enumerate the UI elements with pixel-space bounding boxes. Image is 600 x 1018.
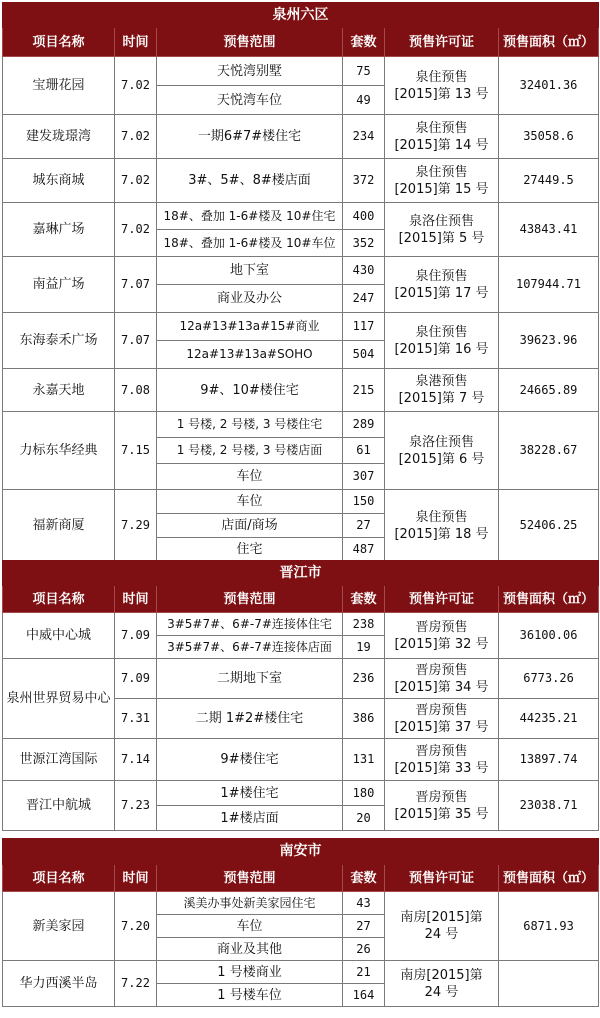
permit-number: 泉住预售 [2015]第 14 号 bbox=[385, 115, 499, 159]
presale-range: 12a#13#13a#15#商业 bbox=[157, 313, 343, 341]
col-header-date: 时间 bbox=[115, 865, 157, 892]
col-header-name: 项目名称 bbox=[3, 28, 115, 57]
unit-count: 21 bbox=[343, 961, 385, 984]
unit-count: 238 bbox=[343, 613, 385, 636]
presale-date: 7.23 bbox=[115, 781, 157, 831]
presale-area: 24665.89 bbox=[499, 369, 599, 412]
unit-count: 352 bbox=[343, 230, 385, 257]
permit-number: 晋房预售 [2015]第 32 号 bbox=[385, 613, 499, 659]
permit-number: 晋房预售 [2015]第 33 号 bbox=[385, 739, 499, 781]
unit-count: 504 bbox=[343, 341, 385, 369]
presale-area: 44235.21 bbox=[499, 699, 599, 739]
presale-range: 12a#13#13a#SOHO bbox=[157, 341, 343, 369]
presale-range: 地下室 bbox=[157, 257, 343, 285]
unit-count: 236 bbox=[343, 659, 385, 699]
presale-range: 18#、叠加 1-6#楼及 10#住宅 bbox=[157, 203, 343, 230]
presale-area: 39623.96 bbox=[499, 313, 599, 369]
nanan-table bbox=[2, 838, 599, 1007]
presale-area: 6871.93 bbox=[499, 892, 599, 961]
presale-range: 住宅 bbox=[157, 538, 343, 562]
project-name: 晋江中航城 bbox=[3, 781, 115, 831]
unit-count: 27 bbox=[343, 915, 385, 938]
presale-range: 商业及办公 bbox=[157, 285, 343, 313]
presale-range: 9#、10#楼住宅 bbox=[157, 369, 343, 412]
presale-range: 二期地下室 bbox=[157, 659, 343, 699]
project-name: 建发珑璟湾 bbox=[3, 115, 115, 159]
presale-range: 1 号楼, 2 号楼, 3 号楼住宅 bbox=[157, 412, 343, 438]
presale-range: 1#楼住宅 bbox=[157, 781, 343, 806]
presale-date: 7.20 bbox=[115, 892, 157, 961]
col-header-name: 项目名称 bbox=[3, 865, 115, 892]
permit-number: 晋房预售 [2015]第 35 号 bbox=[385, 781, 499, 831]
col-header-permit: 预售许可证 bbox=[385, 586, 499, 613]
unit-count: 19 bbox=[343, 636, 385, 659]
presale-date: 7.07 bbox=[115, 313, 157, 369]
permit-number: 泉住预售 [2015]第 16 号 bbox=[385, 313, 499, 369]
unit-count: 487 bbox=[343, 538, 385, 562]
presale-date: 7.02 bbox=[115, 57, 157, 115]
quanzhou-table bbox=[2, 2, 599, 562]
presale-area: 35058.6 bbox=[499, 115, 599, 159]
unit-count: 247 bbox=[343, 285, 385, 313]
presale-range: 商业及其他 bbox=[157, 938, 343, 961]
presale-area: 27449.5 bbox=[499, 159, 599, 203]
permit-number: 泉住预售 [2015]第 17 号 bbox=[385, 257, 499, 313]
unit-count: 180 bbox=[343, 781, 385, 806]
presale-date: 7.14 bbox=[115, 739, 157, 781]
unit-count: 372 bbox=[343, 159, 385, 203]
presale-range: 1 号楼, 2 号楼, 3 号楼店面 bbox=[157, 438, 343, 464]
jinjiang-table bbox=[2, 560, 599, 831]
unit-count: 307 bbox=[343, 464, 385, 490]
project-name: 中威中心城 bbox=[3, 613, 115, 659]
presale-date: 7.29 bbox=[115, 490, 157, 562]
presale-date: 7.08 bbox=[115, 369, 157, 412]
presale-date: 7.15 bbox=[115, 412, 157, 490]
presale-range: 3#5#7#、6#-7#连接体店面 bbox=[157, 636, 343, 659]
presale-date: 7.22 bbox=[115, 961, 157, 1007]
col-header-units: 套数 bbox=[343, 586, 385, 613]
presale-range: 天悦湾别墅 bbox=[157, 57, 343, 86]
permit-number: 泉港预售 [2015]第 7 号 bbox=[385, 369, 499, 412]
presale-range: 3#、5#、8#楼店面 bbox=[157, 159, 343, 203]
presale-range: 1 号楼车位 bbox=[157, 984, 343, 1007]
presale-area: 107944.71 bbox=[499, 257, 599, 313]
presale-date: 7.09 bbox=[115, 659, 157, 699]
col-header-area: 预售面积（㎡） bbox=[499, 586, 599, 613]
presale-date: 7.07 bbox=[115, 257, 157, 313]
project-name: 城东商城 bbox=[3, 159, 115, 203]
unit-count: 75 bbox=[343, 57, 385, 86]
presale-area: 23038.71 bbox=[499, 781, 599, 831]
presale-range: 车位 bbox=[157, 915, 343, 938]
unit-count: 61 bbox=[343, 438, 385, 464]
project-name: 力标东华经典 bbox=[3, 412, 115, 490]
presale-range: 1#楼店面 bbox=[157, 806, 343, 831]
project-name: 南益广场 bbox=[3, 257, 115, 313]
presale-date: 7.02 bbox=[115, 203, 157, 257]
permit-number: 晋房预售 [2015]第 37 号 bbox=[385, 699, 499, 739]
col-header-units: 套数 bbox=[343, 865, 385, 892]
permit-number: 泉洛住预售 [2015]第 5 号 bbox=[385, 203, 499, 257]
presale-range: 溪美办事处新美家园住宅 bbox=[157, 892, 343, 915]
col-header-range: 预售范围 bbox=[157, 28, 343, 57]
col-header-permit: 预售许可证 bbox=[385, 28, 499, 57]
project-name: 华力西溪半岛 bbox=[3, 961, 115, 1007]
presale-date: 7.31 bbox=[115, 699, 157, 739]
project-name: 嘉琳广场 bbox=[3, 203, 115, 257]
col-header-area: 预售面积（㎡） bbox=[499, 28, 599, 57]
presale-range: 天悦湾车位 bbox=[157, 86, 343, 115]
presale-area: 52406.25 bbox=[499, 490, 599, 562]
presale-range: 1 号楼商业 bbox=[157, 961, 343, 984]
section-title: 晋江市 bbox=[3, 561, 599, 586]
permit-number: 泉住预售 [2015]第 15 号 bbox=[385, 159, 499, 203]
unit-count: 131 bbox=[343, 739, 385, 781]
presale-range: 二期 1#2#楼住宅 bbox=[157, 699, 343, 739]
unit-count: 117 bbox=[343, 313, 385, 341]
presale-area: 36100.06 bbox=[499, 613, 599, 659]
project-name: 宝珊花园 bbox=[3, 57, 115, 115]
presale-range: 3#5#7#、6#-7#连接体住宅 bbox=[157, 613, 343, 636]
presale-date: 7.09 bbox=[115, 613, 157, 659]
col-header-area: 预售面积（㎡） bbox=[499, 865, 599, 892]
presale-range: 18#、叠加 1-6#楼及 10#车位 bbox=[157, 230, 343, 257]
permit-number: 晋房预售 [2015]第 34 号 bbox=[385, 659, 499, 699]
project-name: 泉州世界贸易中心 bbox=[3, 659, 115, 739]
col-header-range: 预售范围 bbox=[157, 586, 343, 613]
unit-count: 150 bbox=[343, 490, 385, 514]
section-title: 南安市 bbox=[3, 839, 599, 865]
permit-number: 南房[2015]第 24 号 bbox=[385, 961, 499, 1007]
unit-count: 26 bbox=[343, 938, 385, 961]
project-name: 永嘉天地 bbox=[3, 369, 115, 412]
unit-count: 430 bbox=[343, 257, 385, 285]
presale-area: 13897.74 bbox=[499, 739, 599, 781]
presale-date: 7.02 bbox=[115, 159, 157, 203]
unit-count: 386 bbox=[343, 699, 385, 739]
permit-number: 南房[2015]第 24 号 bbox=[385, 892, 499, 961]
col-header-date: 时间 bbox=[115, 586, 157, 613]
unit-count: 289 bbox=[343, 412, 385, 438]
presale-area bbox=[499, 961, 599, 1007]
permit-number: 泉住预售 [2015]第 13 号 bbox=[385, 57, 499, 115]
col-header-units: 套数 bbox=[343, 28, 385, 57]
permit-number: 泉洛住预售 [2015]第 6 号 bbox=[385, 412, 499, 490]
unit-count: 49 bbox=[343, 86, 385, 115]
presale-range: 店面/商场 bbox=[157, 514, 343, 538]
col-header-range: 预售范围 bbox=[157, 865, 343, 892]
unit-count: 43 bbox=[343, 892, 385, 915]
unit-count: 164 bbox=[343, 984, 385, 1007]
unit-count: 27 bbox=[343, 514, 385, 538]
presale-area: 38228.67 bbox=[499, 412, 599, 490]
project-name: 新美家园 bbox=[3, 892, 115, 961]
project-name: 东海泰禾广场 bbox=[3, 313, 115, 369]
unit-count: 20 bbox=[343, 806, 385, 831]
presale-range: 一期6#7#楼住宅 bbox=[157, 115, 343, 159]
unit-count: 400 bbox=[343, 203, 385, 230]
unit-count: 215 bbox=[343, 369, 385, 412]
project-name: 福新商厦 bbox=[3, 490, 115, 562]
presale-range: 车位 bbox=[157, 490, 343, 514]
unit-count: 234 bbox=[343, 115, 385, 159]
presale-area: 6773.26 bbox=[499, 659, 599, 699]
col-header-name: 项目名称 bbox=[3, 586, 115, 613]
col-header-date: 时间 bbox=[115, 28, 157, 57]
permit-number: 泉住预售 [2015]第 18 号 bbox=[385, 490, 499, 562]
presale-area: 32401.36 bbox=[499, 57, 599, 115]
col-header-permit: 预售许可证 bbox=[385, 865, 499, 892]
section-title: 泉州六区 bbox=[3, 3, 599, 28]
presale-range: 9#楼住宅 bbox=[157, 739, 343, 781]
presale-range: 车位 bbox=[157, 464, 343, 490]
presale-date: 7.02 bbox=[115, 115, 157, 159]
project-name: 世源江湾国际 bbox=[3, 739, 115, 781]
presale-area: 43843.41 bbox=[499, 203, 599, 257]
